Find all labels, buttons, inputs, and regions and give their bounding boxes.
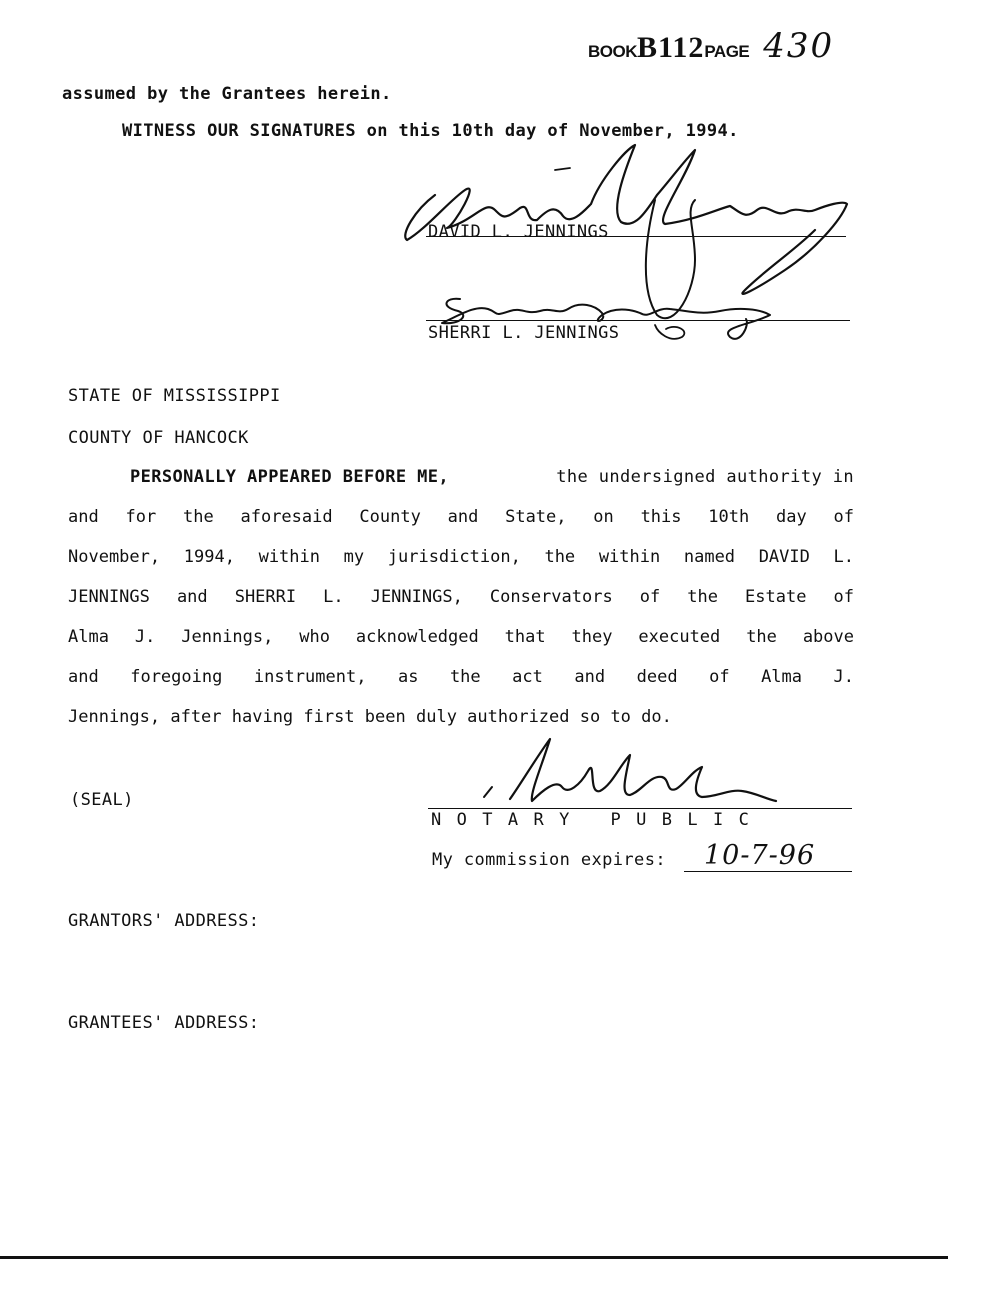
- grantees-address-label: GRANTEES' ADDRESS:: [68, 1013, 260, 1033]
- book-number: B112: [637, 31, 705, 64]
- page-label: PAGE: [704, 42, 750, 61]
- sherri-name: SHERRI L. JENNINGS: [428, 323, 620, 343]
- book-label: BOOK: [588, 42, 637, 61]
- bottom-rule: [0, 1256, 948, 1259]
- commission-date-line: [684, 871, 852, 872]
- david-name: DAVID L. JENNINGS: [428, 222, 609, 242]
- witness-line: WITNESS OUR SIGNATURES on this 10th day of November, 1994.: [122, 121, 739, 141]
- acknowledgment-line-3: November, 1994, within my jurisdiction, the within named DAVID L.: [68, 547, 854, 567]
- grantors-address-label: GRANTORS' ADDRESS:: [68, 911, 260, 931]
- acknowledgment-line-2: and for the aforesaid County and State, on this 10th day of: [68, 507, 854, 527]
- acknowledgment-line-1-rest: the undersigned authority in: [556, 467, 854, 487]
- commission-date: 10-7-96: [704, 840, 816, 871]
- venue-state: STATE OF MISSISSIPPI: [68, 386, 281, 406]
- book-page-stamp: [588, 26, 834, 66]
- notary-signature-line: [428, 808, 852, 809]
- acknowledgment-line-1: [130, 467, 854, 487]
- page-number: 430: [763, 26, 835, 66]
- commission-label: My commission expires:: [432, 850, 666, 870]
- acknowledgment-line-7: Jennings, after having first been duly authorized so to do.: [68, 707, 672, 727]
- acknowledgment-line-4: JENNINGS and SHERRI L. JENNINGS, Conservators of the Estate of: [68, 587, 854, 607]
- acknowledgment-line-5: Alma J. Jennings, who acknowledged that they executed the above: [68, 627, 854, 647]
- notary-title: NOTARY PUBLIC: [431, 810, 765, 830]
- acknowledgment-lead: PERSONALLY APPEARED BEFORE ME,: [130, 467, 450, 487]
- sherri-signature-line: [426, 320, 850, 321]
- seal-label: (SEAL): [70, 790, 134, 810]
- acknowledgment-line-6: and foregoing instrument, as the act and deed of Alma J.: [68, 667, 854, 687]
- venue-county: COUNTY OF HANCOCK: [68, 428, 249, 448]
- intro-line: assumed by the Grantees herein.: [62, 84, 392, 104]
- notary-signature-scribble: [470, 735, 790, 815]
